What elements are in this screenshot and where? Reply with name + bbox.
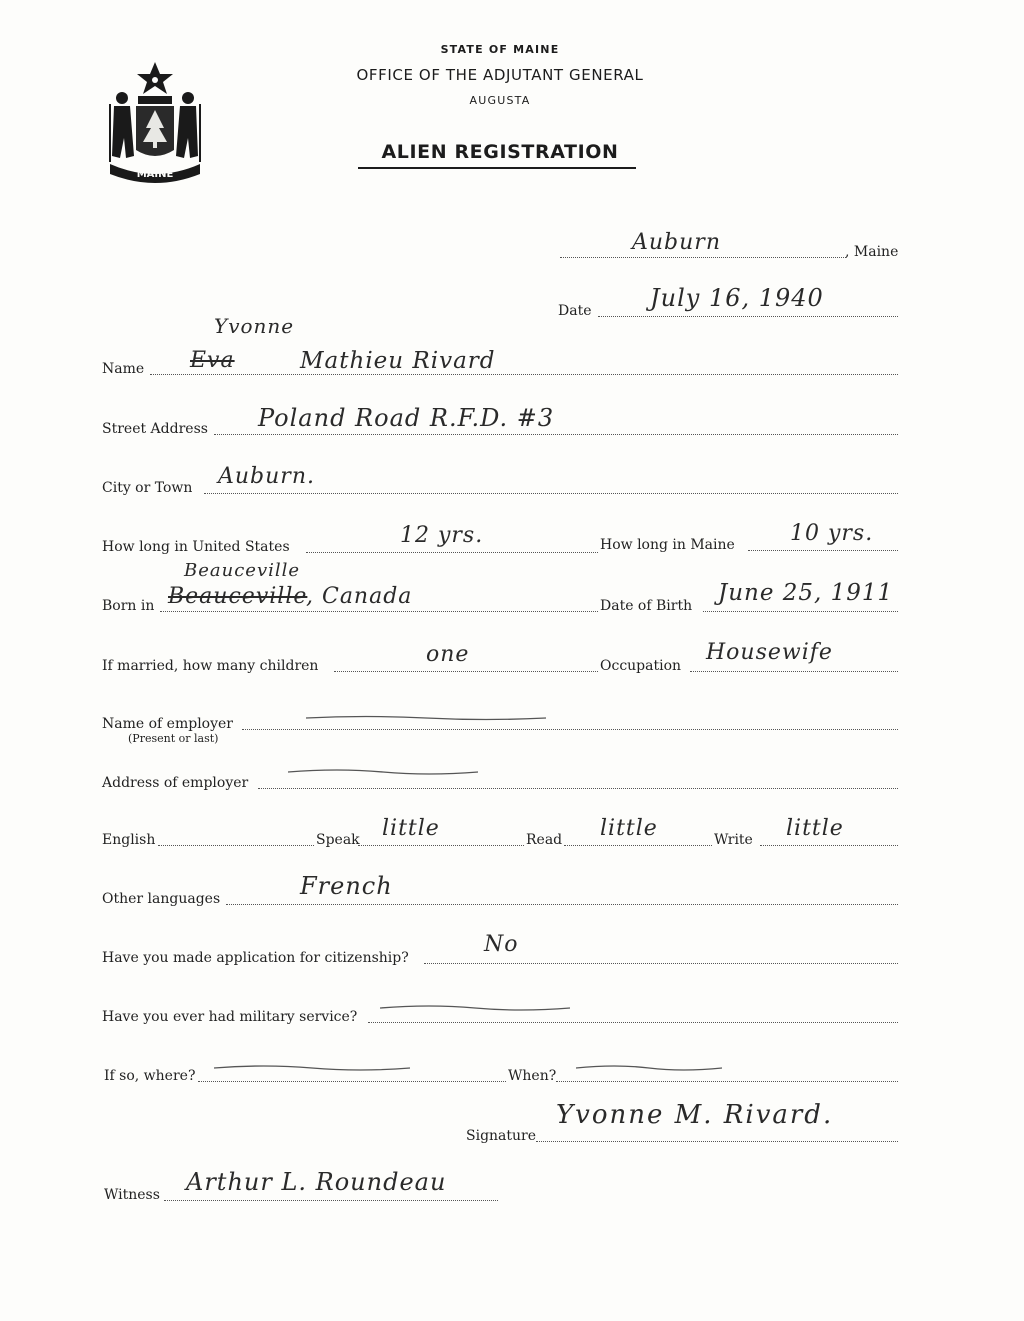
dob-line bbox=[703, 611, 898, 612]
date-line bbox=[598, 316, 898, 317]
languages-value[interactable]: French bbox=[300, 872, 393, 900]
street-line bbox=[214, 434, 898, 435]
write-label: Write bbox=[714, 832, 753, 848]
witness-line bbox=[164, 1200, 498, 1201]
name-label: Name bbox=[102, 361, 145, 377]
children-value[interactable]: one bbox=[426, 642, 470, 667]
military-label: Have you ever had military service? bbox=[102, 1009, 358, 1025]
us-line bbox=[306, 552, 598, 553]
employer-line[interactable] bbox=[242, 729, 898, 730]
citizenship-label: Have you made application for citizenship? bbox=[102, 950, 409, 966]
languages-line bbox=[226, 904, 898, 905]
name-struck: Eva bbox=[190, 348, 235, 373]
employer-address-line[interactable] bbox=[258, 788, 898, 789]
when-dash bbox=[576, 1064, 722, 1072]
born-value[interactable]: , Canada bbox=[306, 584, 413, 609]
maine-duration-label: How long in Maine bbox=[600, 537, 735, 553]
date-value[interactable]: July 16, 1940 bbox=[650, 284, 824, 312]
read-line bbox=[564, 845, 712, 846]
english-line bbox=[158, 845, 314, 846]
born-struck: Beauceville bbox=[168, 584, 308, 609]
maine-label: , Maine bbox=[845, 244, 899, 260]
employer-dash bbox=[306, 714, 546, 722]
us-value[interactable]: 12 yrs. bbox=[400, 523, 484, 548]
born-label: Born in bbox=[102, 598, 155, 614]
where-dash bbox=[214, 1064, 410, 1072]
read-value[interactable]: little bbox=[600, 816, 658, 841]
dob-label: Date of Birth bbox=[600, 598, 693, 614]
town-value[interactable]: Auburn bbox=[632, 230, 721, 255]
when-label: When? bbox=[508, 1068, 557, 1084]
witness-label: Witness bbox=[104, 1187, 160, 1203]
write-line bbox=[760, 845, 898, 846]
signature-value[interactable]: Yvonne M. Rivard. bbox=[556, 1100, 834, 1130]
maine-duration-line bbox=[748, 550, 898, 551]
where-label: If so, where? bbox=[104, 1068, 196, 1084]
form-title: ALIEN REGISTRATION bbox=[381, 141, 619, 163]
languages-label: Other languages bbox=[102, 891, 221, 907]
witness-value[interactable]: Arthur L. Roundeau bbox=[186, 1168, 447, 1196]
street-label: Street Address bbox=[102, 421, 208, 437]
citizenship-value[interactable]: No bbox=[484, 932, 519, 957]
header-state: STATE OF MAINE bbox=[440, 43, 560, 56]
street-value[interactable]: Poland Road R.F.D. #3 bbox=[258, 404, 555, 432]
seal-text: MAINE bbox=[136, 169, 174, 180]
maine-duration-value[interactable]: 10 yrs. bbox=[790, 521, 874, 546]
town-line bbox=[560, 257, 846, 258]
speak-label: Speak bbox=[316, 832, 360, 848]
where-line[interactable] bbox=[198, 1081, 506, 1082]
military-dash bbox=[380, 1004, 570, 1012]
employer-label: Name of employer bbox=[102, 716, 233, 732]
header-city: AUGUSTA bbox=[469, 94, 531, 107]
employer-address-dash bbox=[288, 768, 478, 776]
speak-value[interactable]: little bbox=[382, 816, 440, 841]
speak-line bbox=[358, 845, 524, 846]
header-office: OFFICE OF THE ADJUTANT GENERAL bbox=[356, 66, 644, 84]
when-line[interactable] bbox=[556, 1081, 898, 1082]
write-value[interactable]: little bbox=[786, 816, 844, 841]
city-line bbox=[204, 493, 898, 494]
born-line bbox=[160, 611, 598, 612]
city-label: City or Town bbox=[102, 480, 193, 496]
citizenship-line bbox=[424, 963, 898, 964]
signature-line bbox=[536, 1141, 898, 1142]
read-label: Read bbox=[526, 832, 563, 848]
children-label: If married, how many children bbox=[102, 658, 319, 674]
city-value[interactable]: Auburn. bbox=[218, 464, 315, 489]
date-label: Date bbox=[558, 303, 592, 319]
occupation-line bbox=[690, 671, 898, 672]
english-label: English bbox=[102, 832, 156, 848]
name-correction: Yvonne bbox=[214, 314, 295, 338]
military-line[interactable] bbox=[368, 1022, 898, 1023]
occupation-value[interactable]: Housewife bbox=[706, 640, 833, 665]
employer-address-label: Address of employer bbox=[102, 775, 249, 791]
children-line bbox=[334, 671, 598, 672]
signature-label: Signature bbox=[466, 1128, 537, 1144]
occupation-label: Occupation bbox=[600, 658, 682, 674]
title-underline bbox=[358, 167, 636, 169]
born-correction: Beauceville bbox=[184, 560, 301, 581]
us-label: How long in United States bbox=[102, 539, 290, 555]
name-value[interactable]: Mathieu Rivard bbox=[300, 348, 496, 374]
dob-value[interactable]: June 25, 1911 bbox=[718, 580, 894, 606]
employer-sublabel: (Present or last) bbox=[128, 732, 219, 745]
name-line bbox=[150, 374, 898, 375]
